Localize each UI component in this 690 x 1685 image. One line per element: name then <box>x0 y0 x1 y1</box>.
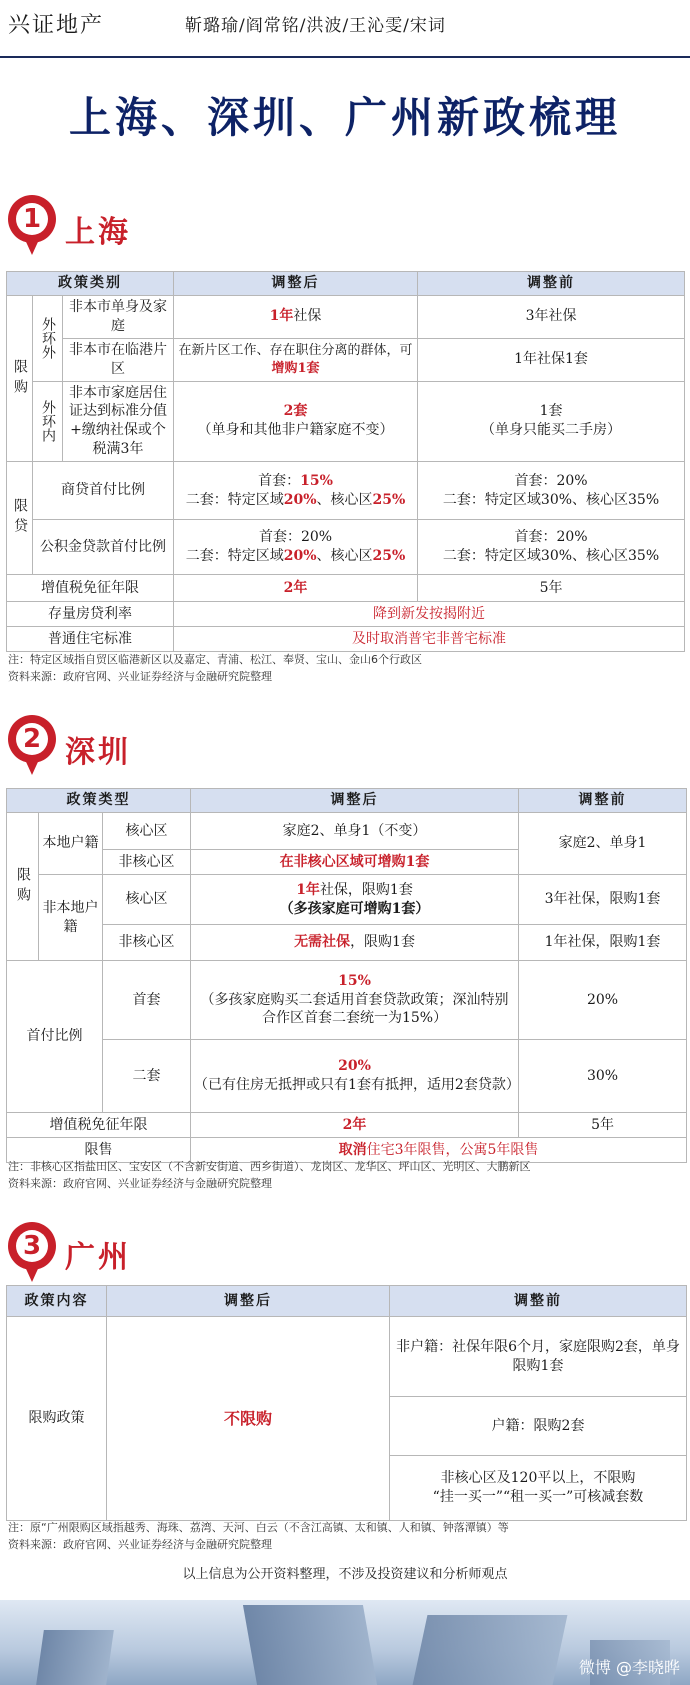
after-cell: 无需社保，限购1套 <box>191 925 519 961</box>
category-cell: 核心区 <box>103 813 191 850</box>
before-cell: 非核心区及120平以上，不限购 “挂一买一”“租一买一”可核减套数 <box>390 1456 687 1521</box>
after-cell: 不限购 <box>107 1317 390 1521</box>
before-cell: 1年社保1套 <box>418 338 685 381</box>
after-cell: 在新片区工作、存在职住分离的群体，可增购1套 <box>174 338 418 381</box>
category-cell: 公积金贷款首付比例 <box>33 520 174 575</box>
after-cell: 首套：20% 二套：特定区域20%、核心区25% <box>174 520 418 575</box>
section-title-shanghai: 上海 <box>65 215 131 250</box>
col-header-category: 政策内容 <box>7 1286 107 1317</box>
category-cell: 增值税免征年限 <box>7 1113 191 1138</box>
after-cell: 1年社保 <box>174 296 418 339</box>
category-cell: 商贷首付比例 <box>33 462 174 520</box>
before-cell: 30% <box>519 1040 687 1113</box>
row-group-waihuannei: 外环内 <box>33 381 63 462</box>
category-cell: 限购政策 <box>7 1317 107 1521</box>
row-group-xiangou: 限购 <box>7 296 33 462</box>
category-cell: 非本市在临港片区 <box>63 338 174 381</box>
after-cell: 2年 <box>191 1113 519 1138</box>
section-number: 3 <box>16 1230 48 1262</box>
row-group-shoufu: 首付比例 <box>7 961 103 1113</box>
before-cell: 1套 （单身只能买二手房） <box>418 381 685 462</box>
footnote: 注：原“广州限购区域指越秀、海珠、荔湾、天河、白云（不含江高镇、太和镇、人和镇、钟落潭镇）等 资料来源：政府官网、兴业证券经济与金融研究院整理 <box>8 1521 509 1551</box>
map-pin-icon <box>8 1222 56 1282</box>
after-cell: 及时取消普宅非普宅标准 <box>174 627 685 652</box>
after-cell: 2年 <box>174 575 418 602</box>
before-cell: 20% <box>519 961 687 1040</box>
map-pin-icon <box>8 195 56 255</box>
col-header-before: 调整前 <box>418 272 685 296</box>
section-number: 2 <box>16 723 48 755</box>
shanghai-policy-table <box>6 271 685 652</box>
after-cell: 1年社保，限购1套 （多孩家庭可增购1套） <box>191 875 519 925</box>
footnote: 注：非核心区指盐田区、宝安区（不含新安街道、西乡街道）、龙岗区、龙华区、坪山区、光明区、大鹏新区 资料来源：政府官网、兴业证券经济与金融研究院整理 <box>8 1160 531 1190</box>
before-cell: 首套：20% 二套：特定区域30%、核心区35% <box>418 462 685 520</box>
after-cell: 20% （已有住房无抵押或只有1套有抵押，适用2套贷款） <box>191 1040 519 1113</box>
after-cell: 在非核心区域可增购1套 <box>191 850 519 875</box>
category-cell: 增值税免征年限 <box>7 575 174 602</box>
row-group-xiandai: 限贷 <box>7 462 33 575</box>
before-cell: 户籍：限购2套 <box>390 1397 687 1456</box>
category-cell: 二套 <box>103 1040 191 1113</box>
brand-name: 兴证地产 <box>8 13 105 38</box>
row-group-benhuji: 本地户籍 <box>39 813 103 875</box>
col-header-after: 调整后 <box>107 1286 390 1317</box>
category-cell: 核心区 <box>103 875 191 925</box>
after-cell: 首套：15% 二套：特定区域20%、核心区25% <box>174 462 418 520</box>
before-cell: 非户籍：社保年限6个月，家庭限购2套，单身限购1套 <box>390 1317 687 1397</box>
before-cell: 5年 <box>519 1113 687 1138</box>
col-header-after: 调整后 <box>174 272 418 296</box>
category-cell: 非核心区 <box>103 925 191 961</box>
section-title-shenzhen: 深圳 <box>65 735 131 770</box>
col-header-category: 政策类别 <box>7 272 174 296</box>
section-number: 1 <box>16 203 48 235</box>
col-header-category: 政策类型 <box>7 789 191 813</box>
category-cell: 非本市家庭居住证达到标准分值+缴纳社保或个税满3年 <box>63 381 174 462</box>
watermark: 微博 @李晓晔 <box>578 1658 680 1677</box>
before-cell: 首套：20% 二套：特定区域30%、核心区35% <box>418 520 685 575</box>
before-cell: 5年 <box>418 575 685 602</box>
section-title-guangzhou: 广州 <box>65 1240 131 1275</box>
category-cell: 首套 <box>103 961 191 1040</box>
author-list: 靳璐瑜/阎常铭/洪波/王沁雯/宋词 <box>185 16 446 36</box>
shenzhen-policy-table <box>6 788 687 1163</box>
map-pin-icon <box>8 715 56 775</box>
before-cell: 家庭2、单身1 <box>519 813 687 875</box>
disclaimer-text: 以上信息为公开资料整理，不涉及投资建议和分析师观点 <box>182 1567 508 1582</box>
category-cell: 普通住宅标准 <box>7 627 174 652</box>
col-header-after: 调整后 <box>191 789 519 813</box>
guangzhou-policy-table <box>6 1285 687 1521</box>
category-cell: 存量房贷利率 <box>7 602 174 627</box>
after-cell: 2套 （单身和其他非户籍家庭不变） <box>174 381 418 462</box>
col-header-before: 调整前 <box>519 789 687 813</box>
after-cell: 取消住宅3年限售，公寓5年限售 <box>191 1138 687 1163</box>
row-group-xiangou: 限购 <box>7 813 39 961</box>
row-group-waihuanwai: 外环外 <box>33 296 63 382</box>
footnote: 注：特定区域指自贸区临港新区以及嘉定、青浦、松江、奉贤、宝山、金山6个行政区 资料来源：政府官网、兴业证券经济与金融研究院整理 <box>8 653 422 683</box>
after-cell: 降到新发按揭附近 <box>174 602 685 627</box>
header-divider <box>0 56 690 58</box>
before-cell: 1年社保，限购1套 <box>519 925 687 961</box>
after-cell: 家庭2、单身1（不变） <box>191 813 519 850</box>
category-cell: 非核心区 <box>103 850 191 875</box>
category-cell: 限售 <box>7 1138 191 1163</box>
after-cell: 15% （多孩家庭购买二套适用首套贷款政策；深汕特别合作区首套二套统一为15%） <box>191 961 519 1040</box>
row-group-feibenhuji: 非本地户籍 <box>39 875 103 961</box>
before-cell: 3年社保 <box>418 296 685 339</box>
report-header <box>0 0 690 44</box>
page-title: 上海、深圳、广州新政梳理 <box>68 93 621 142</box>
col-header-before: 调整前 <box>390 1286 687 1317</box>
before-cell: 3年社保，限购1套 <box>519 875 687 925</box>
category-cell: 非本市单身及家庭 <box>63 296 174 339</box>
